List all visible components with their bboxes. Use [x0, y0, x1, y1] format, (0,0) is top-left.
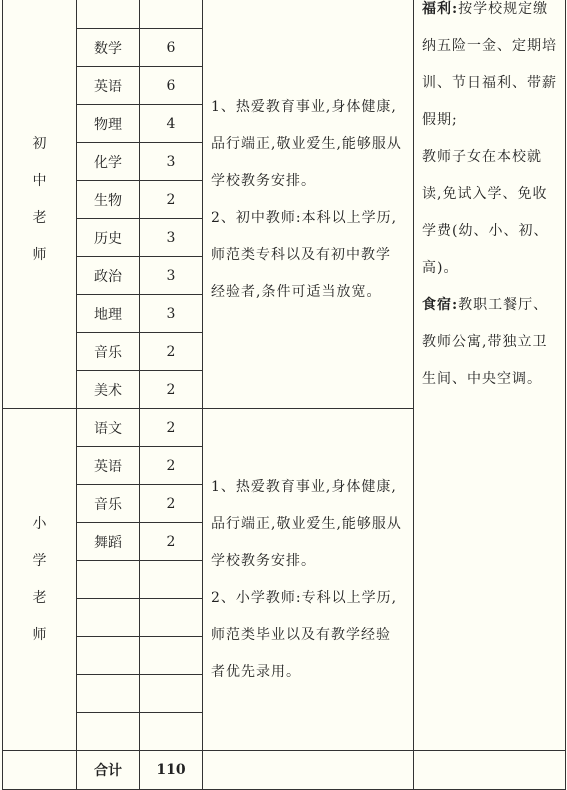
group-label-char: 初: [32, 135, 47, 152]
welfare-paragraph: [422, 0, 557, 139]
count-cell: 6: [140, 67, 203, 105]
subject-cell: [77, 0, 140, 29]
total-empty-cell: [3, 751, 77, 790]
count-cell: 3: [140, 219, 203, 257]
count-cell: [140, 599, 203, 637]
subject-cell: 语文: [77, 409, 140, 447]
count-cell: [140, 0, 203, 29]
table-row: [3, 0, 566, 29]
count-cell: [140, 675, 203, 713]
group-label-char: 小: [32, 515, 47, 532]
subject-cell: [77, 675, 140, 713]
count-cell: 2: [140, 409, 203, 447]
subject-cell: 生物: [77, 181, 140, 219]
total-label: 合计: [77, 751, 140, 790]
count-cell: 2: [140, 371, 203, 409]
group-label-char: 师: [32, 626, 47, 643]
welfare-label: 福利:: [422, 1, 459, 17]
lodging-label: 食宿:: [422, 297, 459, 313]
lodging-paragraph: [422, 287, 557, 398]
subject-cell: [77, 637, 140, 675]
subject-cell: [77, 599, 140, 637]
count-cell: 2: [140, 181, 203, 219]
subject-cell: 历史: [77, 219, 140, 257]
total-value: 110: [140, 751, 203, 790]
count-cell: [140, 637, 203, 675]
subject-cell: 化学: [77, 143, 140, 181]
group-label-char: 老: [32, 589, 47, 606]
subject-cell: 音乐: [77, 333, 140, 371]
subject-cell: [77, 713, 140, 751]
total-empty-cell: [414, 751, 566, 790]
count-cell: 3: [140, 295, 203, 333]
subject-cell: [77, 561, 140, 599]
subject-cell: 数学: [77, 29, 140, 67]
group-label-char: 老: [32, 209, 47, 226]
group-label-char: 学: [32, 552, 47, 569]
count-cell: 3: [140, 257, 203, 295]
count-cell: 6: [140, 29, 203, 67]
count-cell: 4: [140, 105, 203, 143]
subject-cell: 音乐: [77, 485, 140, 523]
requirement-item: 1、热爱教育事业,身体健康,品行端正,敬业爱生,能够服从学校教务安排。: [211, 98, 402, 189]
subject-cell: 美术: [77, 371, 140, 409]
children-text: 教师子女在本校就读,免试入学、免收学费(幼、小、初、高)。: [422, 149, 549, 276]
primary-group-label: [3, 409, 77, 751]
count-cell: 2: [140, 485, 203, 523]
subject-cell: 地理: [77, 295, 140, 333]
count-cell: [140, 561, 203, 599]
subject-cell: 政治: [77, 257, 140, 295]
requirement-item: 2、小学教师:专科以上学历,师范类毕业以及有教学经验者优先录用。: [211, 589, 398, 680]
count-cell: [140, 713, 203, 751]
subject-cell: 物理: [77, 105, 140, 143]
recruitment-table: [2, 0, 566, 790]
primary-requirements: [203, 409, 414, 751]
lodging-text: 教职工餐厅、教师公寓,带独立卫生间、中央空调。: [422, 297, 549, 387]
requirement-item: 1、热爱教育事业,身体健康,品行端正,敬业爱生,能够服从学校教务安排。: [211, 478, 402, 569]
count-cell: 2: [140, 333, 203, 371]
junior-group-label: [3, 0, 77, 409]
count-cell: 2: [140, 523, 203, 561]
subject-cell: 舞蹈: [77, 523, 140, 561]
junior-requirements: [203, 0, 414, 409]
total-row: [3, 751, 566, 790]
group-label-char: 中: [32, 172, 47, 189]
benefits-cell: [414, 0, 566, 751]
welfare-text: 按学校规定缴纳五险一金、定期培训、节日福利、带薪假期;: [422, 1, 557, 128]
subject-cell: 英语: [77, 67, 140, 105]
count-cell: 3: [140, 143, 203, 181]
requirement-item: 2、初中教师:本科以上学历,师范类专科以及有初中教学经验者,条件可适当放宽。: [211, 209, 398, 300]
count-cell: 2: [140, 447, 203, 485]
subject-cell: 英语: [77, 447, 140, 485]
group-label-char: 师: [32, 246, 47, 263]
total-empty-cell: [203, 751, 414, 790]
